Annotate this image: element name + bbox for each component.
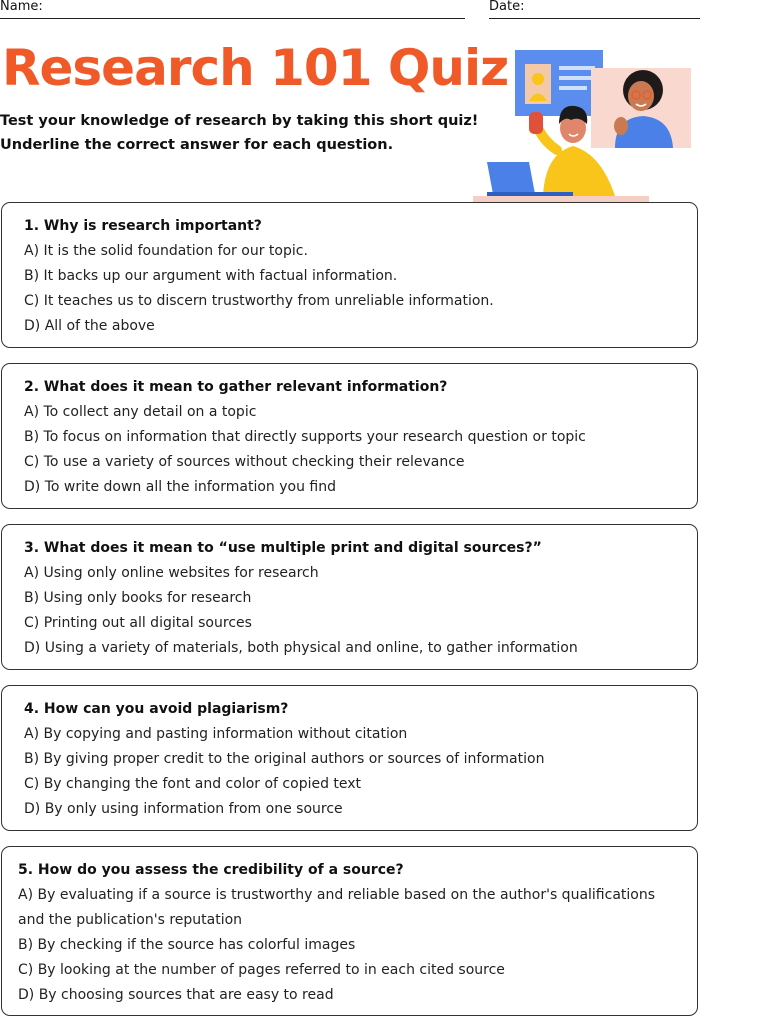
laptop	[487, 162, 535, 194]
answer-option-b[interactable]: B) It backs up our argument with factual information.	[24, 268, 398, 284]
answer-option-c[interactable]: C) It teaches us to discern trustworthy from unreliable information.	[24, 293, 494, 309]
instructions-line-2: Underline the correct answer for each question.	[0, 137, 394, 153]
page-title: Research 101 Quiz	[2, 39, 509, 97]
answer-option-c[interactable]: C) Printing out all digital sources	[24, 615, 252, 631]
question-card-3	[1, 524, 698, 670]
question-text: 1. Why is research important?	[24, 218, 262, 234]
answer-option-b[interactable]: B) By giving proper credit to the original authors or sources of information	[24, 751, 545, 767]
answer-option-c[interactable]: C) By changing the font and color of copied text	[24, 776, 362, 792]
answer-option-d[interactable]: D) To write down all the information you find	[24, 479, 336, 495]
answer-option-a[interactable]: A) It is the solid foundation for our topic.	[24, 243, 308, 259]
answer-option-d[interactable]: D) By choosing sources that are easy to read	[18, 987, 334, 1003]
date-label: Date:	[489, 0, 525, 14]
answer-option-d[interactable]: D) Using a variety of materials, both physical and online, to gather information	[24, 640, 578, 656]
answer-option-b[interactable]: B) By checking if the source has colorful images	[18, 937, 356, 953]
answer-option-d[interactable]: D) By only using information from one source	[24, 801, 343, 817]
answer-option-b[interactable]: B) To focus on information that directly supports your research question or topic	[24, 429, 586, 445]
raised-hand	[529, 112, 543, 134]
name-input-line[interactable]	[0, 18, 465, 19]
answer-option-a[interactable]: A) By evaluating if a source is trustworthy and reliable based on the author's qualifications and the publication's reputation	[18, 887, 656, 928]
question-text: 3. What does it mean to “use multiple print and digital sources?”	[24, 540, 542, 556]
instructions	[0, 109, 478, 157]
answer-option-c[interactable]: C) By looking at the number of pages referred to in each cited source	[18, 962, 505, 978]
question-card-1	[1, 202, 698, 348]
answer-option-d[interactable]: D) All of the above	[24, 318, 155, 334]
question-text: 5. How do you assess the credibility of a source?	[18, 862, 404, 878]
answer-option-b[interactable]: B) Using only books for research	[24, 590, 252, 606]
question-text: 4. How can you avoid plagiarism?	[24, 701, 289, 717]
name-label: Name:	[0, 0, 43, 14]
answer-option-c[interactable]: C) To use a variety of sources without checking their relevance	[24, 454, 465, 470]
date-input-line[interactable]	[489, 18, 700, 19]
answer-option-a[interactable]: A) To collect any detail on a topic	[24, 404, 257, 420]
question-card-5	[1, 846, 698, 1016]
instructions-line-1: Test your knowledge of research by taking this short quiz!	[0, 113, 479, 129]
answer-option-a[interactable]: A) Using only online websites for research	[24, 565, 319, 581]
answer-option-a[interactable]: A) By copying and pasting information without citation	[24, 726, 408, 742]
question-text: 2. What does it mean to gather relevant information?	[24, 379, 448, 395]
video-call-illustration	[473, 46, 693, 204]
question-card-4	[1, 685, 698, 831]
question-card-2	[1, 363, 698, 509]
